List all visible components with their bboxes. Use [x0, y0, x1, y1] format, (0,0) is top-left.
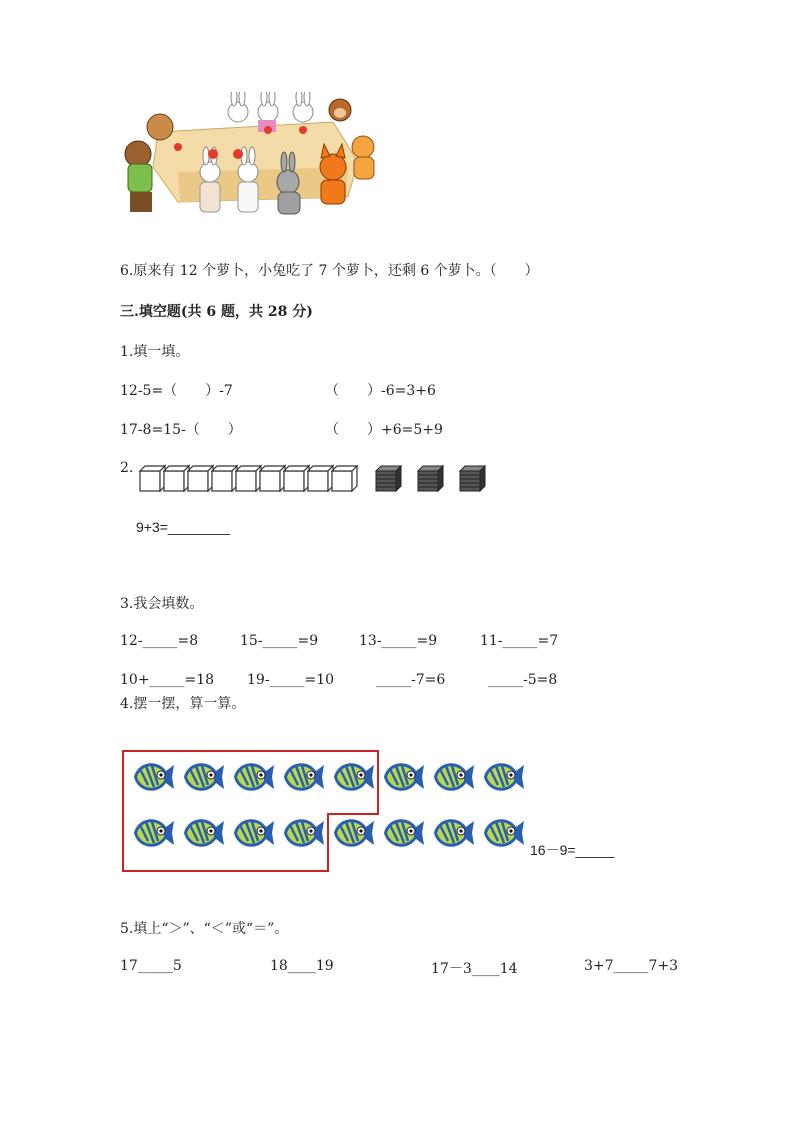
fish-row2-7 [428, 811, 476, 855]
fish-illustration [122, 745, 532, 875]
section-title: 三.填空题(共 6 题，共 28 分) [120, 304, 313, 320]
q3-row2-item4: _____-5=8 [488, 672, 558, 688]
q2-expression: 9+3=________ [136, 519, 231, 535]
q3-row2-item2: 19-_____=10 [247, 672, 335, 688]
question-6-text: 6.原来有 12 个萝卜，小兔吃了 7 个萝卜，还剩 6 个萝卜。（ ） [120, 263, 539, 279]
fish-row1-8 [478, 755, 526, 799]
fish-row2-6 [378, 811, 426, 855]
q1-row1-right: （ ）-6=3+6 [325, 383, 436, 399]
q4-expression: 16－9=_____ [530, 842, 615, 858]
q3-row2-item3: _____-7=6 [376, 672, 446, 688]
q1-title: 1.填一填。 [120, 344, 190, 360]
q4-title: 4.摆一摆，算一算。 [120, 696, 246, 712]
q3-row1-item2: 15-_____=9 [240, 633, 319, 649]
q5-item4: 3+7_____7+3 [584, 958, 679, 974]
q1-row2-right: （ ）+6=5+9 [325, 422, 443, 438]
fish-row2-8 [478, 811, 526, 855]
q5-item1: 17_____5 [120, 958, 182, 974]
q3-row1-item1: 12-_____=8 [120, 633, 199, 649]
red-boxed-fish-outline [122, 750, 382, 874]
cubes-illustration [138, 462, 490, 494]
q5-item3: 17－3____14 [431, 961, 518, 977]
fish-row1-7 [428, 755, 476, 799]
animals-table-illustration [118, 92, 388, 222]
q5-title: 5.填上“＞”、“＜”或“＝”。 [120, 921, 289, 937]
q3-row1-item4: 11-_____=7 [480, 633, 559, 649]
fish-row1-6 [378, 755, 426, 799]
q3-title: 3.我会填数。 [120, 596, 204, 612]
q1-row1-left: 12-5=（ ）-7 [120, 383, 233, 399]
q2-number: 2. [120, 460, 134, 476]
q1-row2-left: 17-8=15-（ ） [120, 422, 242, 438]
q5-item2: 18____19 [270, 958, 334, 974]
q3-row1-item3: 13-_____=9 [359, 633, 438, 649]
q3-row2-item1: 10+_____=18 [120, 672, 215, 688]
